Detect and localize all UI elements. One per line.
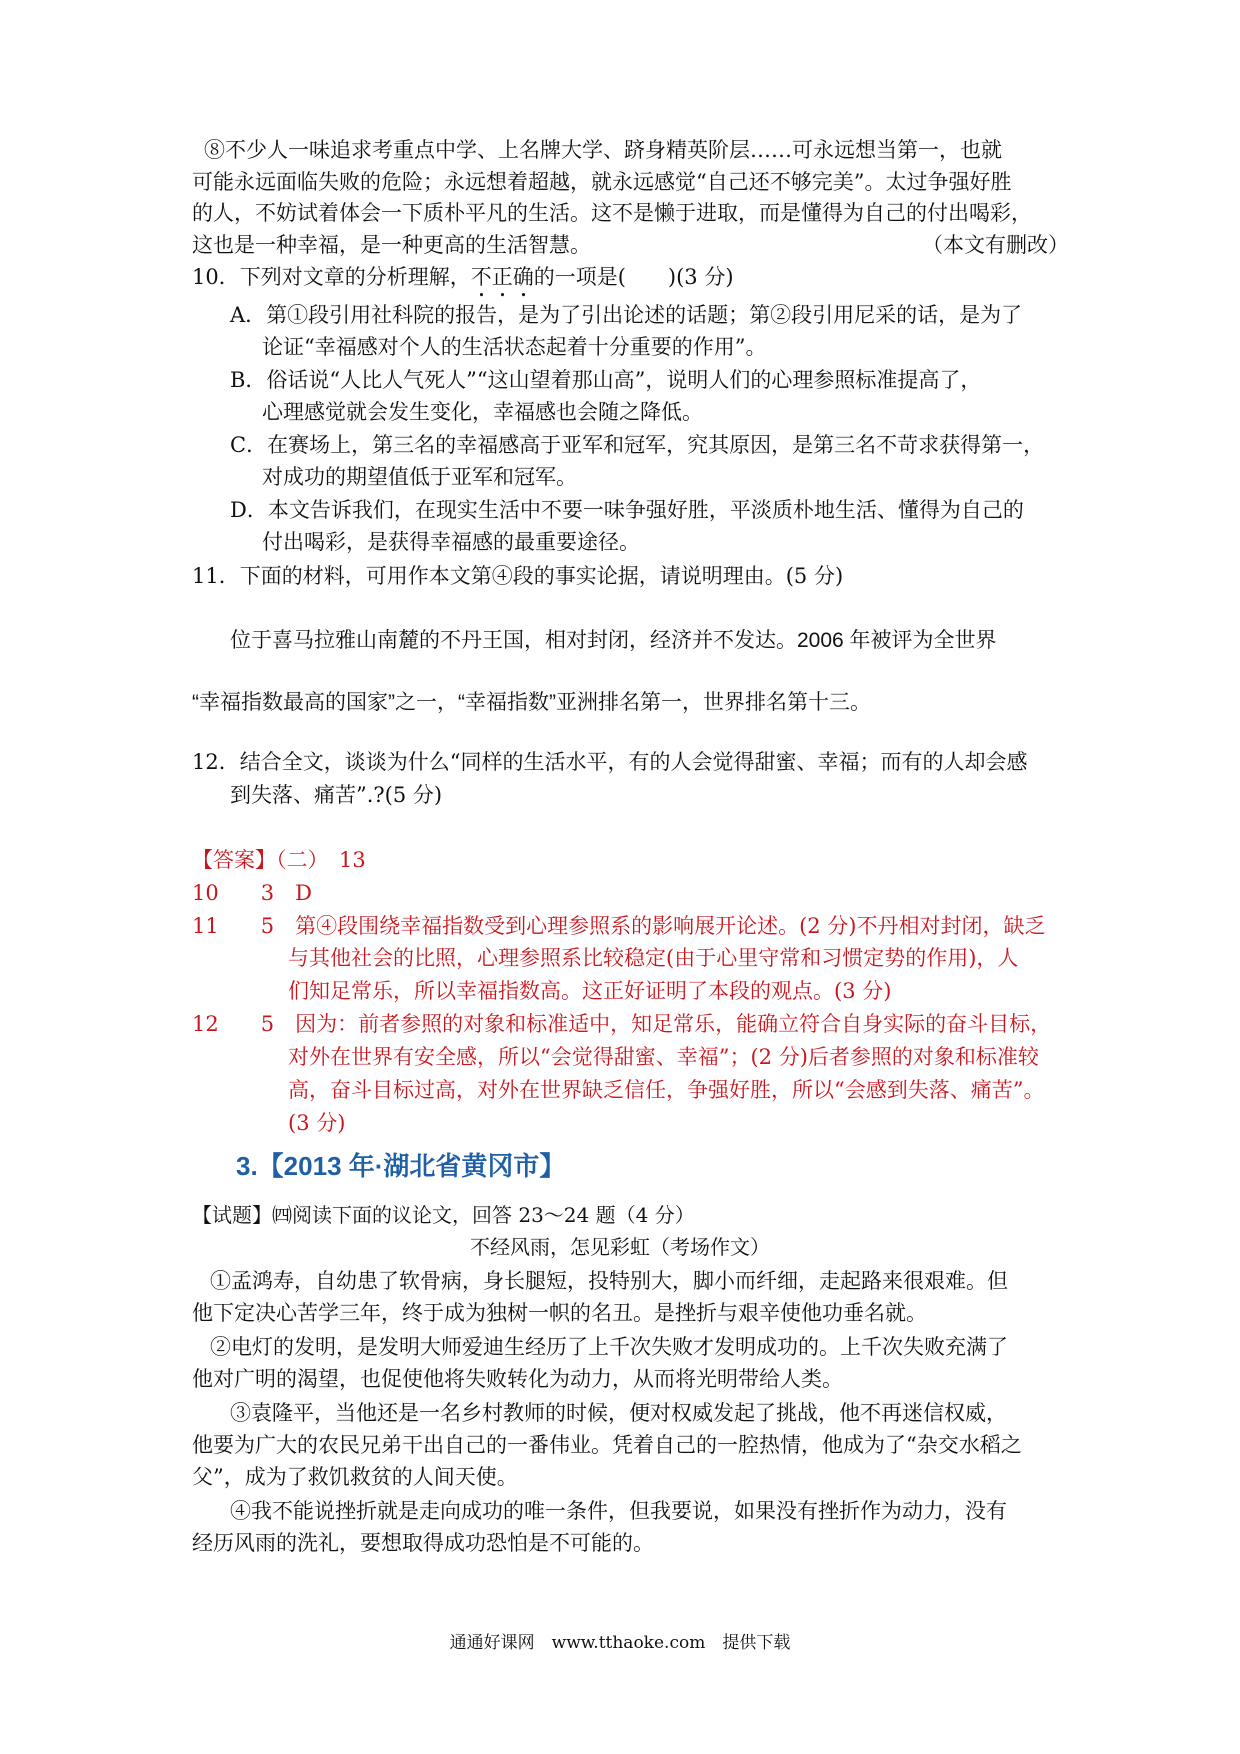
essay-p2-line-2: 他对广明的渴望，也促使他将失败转化为动力，从而将光明带给人类。 (192, 1367, 843, 1391)
question-12-line-2: 到失落、痛苦”.?(5 分) (230, 783, 443, 807)
answer-12-line-4: (3 分) (288, 1111, 346, 1135)
answer-12-line-1: 12 5 因为：前者参照的对象和标准适中，知足常乐，能确立符合自身实际的奋斗目标， (192, 1012, 1052, 1036)
option-d-line-1: D．本文告诉我们，在现实生活中不要一味争强好胜，平淡质朴地生活、懂得为自己的 (230, 498, 1024, 522)
passage-8-line-3: 的人，不妨试着体会一下质朴平凡的生活。这不是懒于进取，而是懂得为自己的付出喝彩， (192, 201, 1032, 225)
option-a-line-2: 论证“幸福感对个人的生活状态起着十分重要的作用”。 (262, 335, 767, 359)
question-10-stem-prefix: 10．下列对文章的分析理解， (192, 265, 471, 289)
option-c-line-1: C．在赛场上，第三名的幸福感高于亚军和冠军，究其原因，是第三名不苛求获得第一， (230, 433, 1045, 457)
material-line-2: “幸福指数最高的国家”之一，“幸福指数”亚洲排名第一，世界排名第十三。 (192, 691, 871, 714)
trial-instruction: 【试题】㈣阅读下面的议论文，回答 23～24 题（4 分） (192, 1203, 695, 1227)
answer-10: 10 3 D (192, 881, 312, 905)
essay-p1-line-2: 他下定决心苦学三年，终于成为独树一帜的名丑。是挫折与艰辛使他功垂名就。 (192, 1301, 927, 1325)
essay-p4-line-1: ④我不能说挫折就是走向成功的唯一条件，但我要说，如果没有挫折作为动力，没有 (230, 1499, 1007, 1523)
option-b-line-2: 心理感觉就会发生变化，幸福感也会随之降低。 (262, 400, 703, 424)
option-a-line-1: A．第①段引用社科院的报告，是为了引出论述的话题；第②段引用尼采的话，是为了 (230, 303, 1023, 327)
essay-p3-line-3: 父”，成为了救饥救贫的人间天使。 (192, 1465, 518, 1489)
passage-8-line-1: ⑧不少人一味追求考重点中学、上名牌大学、跻身精英阶层……可永远想当第一，也就 (204, 138, 1002, 162)
essay-p1-line-1: ①孟鸿寿，自幼患了软骨病，身长腿短，投特别大，脚小而纤细，走起路来很艰难。但 (210, 1269, 1008, 1293)
essay-p4-line-2: 经历风雨的洗礼，要想取得成功恐怕是不可能的。 (192, 1531, 654, 1555)
question-11-stem: 11．下面的材料，可用作本文第④段的事实论据，请说明理由。(5 分) (192, 564, 844, 588)
option-b-line-1: B．俗话说“人比人气死人”“这山望着那山高”，说明人们的心理参照标准提高了， (230, 368, 982, 392)
material-line-1: 位于喜马拉雅山南麓的不丹王国，相对封闭，经济并不发达。2006 年被评为全世界 (230, 629, 997, 652)
passage-8-line-2: 可能永远面临失败的危险；永远想着超越，就永远感觉“自己还不够完美”。太过争强好胜 (192, 170, 1012, 194)
essay-p3-line-2: 他要为广大的农民兄弟干出自己的一番伟业。凭着自己的一腔热情，他成为了“杂交水稻之 (192, 1433, 1022, 1457)
essay-title: 不经风雨，怎见彩虹（考场作文） (470, 1235, 770, 1259)
passage-8-line-4: 这也是一种幸福，是一种更高的生活智慧。 (192, 233, 591, 257)
question-10-stem-suffix: 的一项是( )(3 分) (533, 265, 734, 289)
option-c-line-2: 对成功的期望值低于亚军和冠军。 (262, 465, 577, 489)
essay-p2-line-1: ②电灯的发明，是发明大师爱迪生经历了上千次失败才发明成功的。上千次失败充满了 (210, 1335, 1008, 1359)
answer-12-line-3: 高，奋斗目标过高，对外在世界缺乏信任，争强好胜，所以“会感到失落、痛苦”。 (288, 1078, 1045, 1102)
answer-11-line-2: 与其他社会的比照，心理参照系比较稳定(由于心里守常和习惯定势的作用)，人 (288, 946, 1019, 970)
question-10-stem (192, 262, 734, 302)
question-10-emphasis: 不正确 (470, 265, 534, 289)
answer-header: 【答案】（二） 13 (192, 848, 366, 872)
answer-11-line-1: 11 5 第④段围绕幸福指数受到心理参照系的影响展开论述。(2 分)不丹相对封闭，缺乏 (192, 914, 1046, 938)
answer-12-line-2: 对外在世界有安全感，所以“会觉得甜蜜、幸福”；(2 分)后者参照的对象和标准较 (288, 1045, 1039, 1069)
source-note: （本文有删改） (922, 233, 1069, 257)
footer-text: 通通好课网 www.tthaoke.com 提供下载 (449, 1633, 791, 1653)
essay-p3-line-1: ③袁隆平，当他还是一名乡村教师的时候，便对权威发起了挑战，他不再迷信权威， (230, 1401, 1007, 1425)
option-d-line-2: 付出喝彩，是获得幸福感的最重要途径。 (262, 530, 640, 554)
question-12-line-1: 12．结合全文，谈谈为什么“同样的生活水平，有的人会觉得甜蜜、幸福；而有的人却会感 (192, 750, 1028, 774)
answer-11-line-3: 们知足常乐，所以幸福指数高。这正好证明了本段的观点。(3 分) (288, 979, 892, 1003)
section-heading: 3.【2013 年·湖北省黄冈市】 (236, 1151, 566, 1181)
